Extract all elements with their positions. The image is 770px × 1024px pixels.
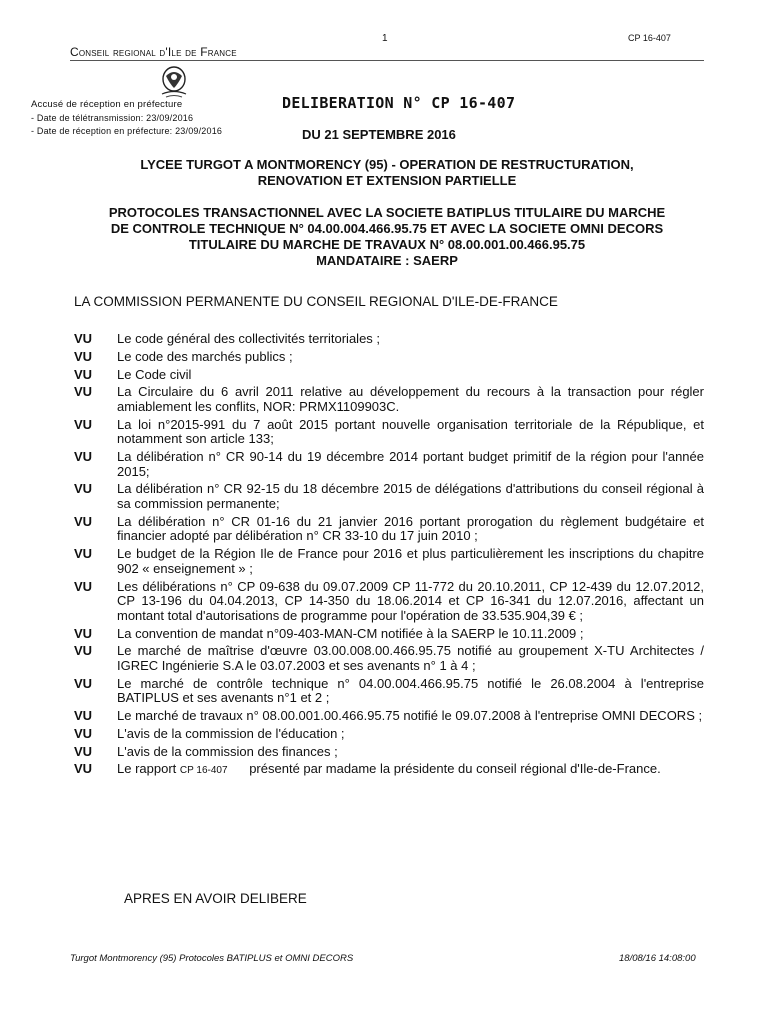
vu-text: Les délibérations n° CP 09-638 du 09.07.2009 CP 11-772 du 20.10.2011, CP 12-439 du 12.07.2012, CP 13-196 du 04.04.2013, CP 14-350 du 18.06.2014 et CP 16-341 du 12.07.2016, affectant un montant total d'autorisations de programme pour l'opération de 33.535.904,39 € ;	[117, 578, 704, 623]
apres-deliberation: APRES EN AVOIR DELIBERE	[124, 891, 307, 906]
header-rule	[70, 60, 704, 61]
vu-item	[74, 368, 704, 383]
vu-item	[74, 547, 704, 576]
vu-text: La délibération n° CR 01-16 du 21 janvier 2016 portant prorogation du règlement budgétaire et financier adopté par délibération n° CR 33-10 du 17 juin 2010 ;	[117, 513, 704, 544]
vu-label: VU	[74, 743, 93, 759]
vu-item	[74, 709, 704, 724]
vu-item	[74, 482, 704, 511]
protocols-line: PROTOCOLES TRANSACTIONNEL AVEC LA SOCIETE BATIPLUS TITULAIRE DU MARCHE	[108, 205, 666, 220]
vu-item	[74, 644, 704, 673]
footer-timestamp: 18/08/16 14:08:00	[619, 953, 696, 964]
vu-text: Le marché de travaux n° 08.00.001.00.466.95.75 notifié le 09.07.2008 à l'entreprise OMNI DECORS ;	[117, 708, 703, 724]
vu-item	[74, 515, 704, 544]
transmission-date: - Date de télétransmission: 23/09/2016	[31, 112, 194, 123]
subject-line: RENOVATION ET EXTENSION PARTIELLE	[257, 173, 517, 188]
vu-item	[74, 580, 704, 624]
receipt-heading: Accusé de réception en préfecture	[31, 99, 183, 110]
vu-text: Le code des marchés publics ;	[117, 348, 293, 364]
vu-label: VU	[74, 578, 93, 594]
vu-text	[117, 762, 704, 779]
header-reference: CP 16-407	[628, 33, 671, 43]
rapport-after: présenté par madame la présidente du conseil régional d'Ile-de-France.	[249, 761, 661, 777]
vu-label: VU	[74, 725, 93, 741]
vu-text: L'avis de la commission des finances ;	[117, 743, 338, 759]
deliberation-title: DELIBERATION N° CP 16-407	[282, 94, 516, 112]
footer-title: Turgot Montmorency (95) Protocoles BATIPLUS et OMNI DECORS	[70, 953, 354, 964]
vu-label: VU	[74, 366, 93, 382]
vu-label: VU	[74, 331, 93, 346]
vu-item	[74, 385, 704, 414]
vu-text: Le marché de maîtrise d'œuvre 03.00.008.00.466.95.75 notifié au groupement X-TU Architectes / IGREC Ingénierie S.A le 03.07.2003 et ses avenants n° 1 à 4 ;	[117, 643, 704, 673]
vu-text: La Circulaire du 6 avril 2011 relative au développement du recours à la transaction pour régler amiablement les conflits, NOR: PRMX1109903C.	[117, 384, 704, 414]
vu-text: Le code général des collectivités territoriales ;	[117, 331, 381, 346]
vu-label: VU	[74, 675, 93, 691]
vu-text: La loi n°2015-991 du 7 août 2015 portant nouvelle organisation territoriale de la République, et notamment son article 133;	[117, 416, 704, 447]
protocols-line: TITULAIRE DU MARCHE DE TRAVAUX N° 08.00.001.00.466.95.75	[188, 237, 586, 252]
vu-list	[74, 332, 704, 782]
vu-label: VU	[74, 643, 93, 659]
vu-item	[74, 677, 704, 706]
vu-text: L'avis de la commission de l'éducation ;	[117, 725, 345, 741]
vu-text: Le budget de la Région Ile de France pour 2016 et plus particulièrement les inscriptions du chapitre 902 « enseignement » ;	[117, 546, 704, 576]
subject-heading	[70, 157, 704, 189]
page-number: 1	[382, 33, 388, 44]
commission-heading: LA COMMISSION PERMANENTE DU CONSEIL REGIONAL D'ILE-DE-FRANCE	[74, 294, 558, 309]
vu-text: Le marché de contrôle technique n° 04.00.004.466.95.75 notifié le 26.08.2004 à l'entreprise BATIPLUS et ses avenants n°1 et 2 ;	[117, 675, 704, 706]
vu-text: La convention de mandat n°09-403-MAN-CM notifiée à la SAERP le 10.11.2009 ;	[117, 625, 584, 641]
vu-label: VU	[74, 449, 93, 465]
protocols-line: DE CONTROLE TECHNIQUE N° 04.00.004.466.95.75 ET AVEC LA SOCIETE OMNI DECORS	[110, 221, 664, 236]
vu-item	[74, 350, 704, 365]
vu-label: VU	[74, 708, 93, 724]
rapport-reference: CP 16-407	[179, 765, 228, 777]
subject-line: LYCEE TURGOT A MONTMORENCY (95) - OPERATION DE RESTRUCTURATION,	[140, 157, 634, 172]
vu-text: La délibération n° CR 90-14 du 19 décembre 2014 portant budget primitif de la région pour l'année 2015;	[117, 449, 704, 479]
vu-item	[74, 627, 704, 642]
vu-label: VU	[74, 416, 93, 432]
vu-item	[74, 727, 704, 742]
vu-label: VU	[74, 481, 93, 497]
protocols-line: MANDATAIRE : SAERP	[316, 253, 458, 268]
council-name: Conseil regional d'Ile de France	[70, 45, 237, 59]
protocols-heading	[70, 205, 704, 269]
deliberation-date: DU 21 SEPTEMBRE 2016	[302, 127, 456, 142]
vu-label: VU	[74, 625, 93, 641]
vu-label: VU	[74, 761, 93, 777]
vu-label: VU	[74, 513, 93, 529]
region-seal-icon	[152, 64, 196, 100]
receipt-stamp	[31, 98, 222, 139]
vu-label: VU	[74, 384, 93, 400]
vu-label: VU	[74, 546, 93, 562]
reception-date: - Date de réception en préfecture: 23/09/2016	[31, 126, 223, 136]
vu-item	[74, 332, 704, 347]
vu-text: La délibération n° CR 92-15 du 18 décembre 2015 de délégations d'attributions du conseil régional à sa commission permanente;	[117, 481, 704, 512]
vu-label: VU	[74, 348, 93, 364]
vu-item	[74, 450, 704, 479]
rapport-before: Le rapport	[117, 761, 177, 777]
vu-text: Le Code civil	[117, 366, 192, 382]
vu-item-rapport	[74, 762, 704, 779]
vu-item	[74, 745, 704, 760]
vu-item	[74, 418, 704, 447]
